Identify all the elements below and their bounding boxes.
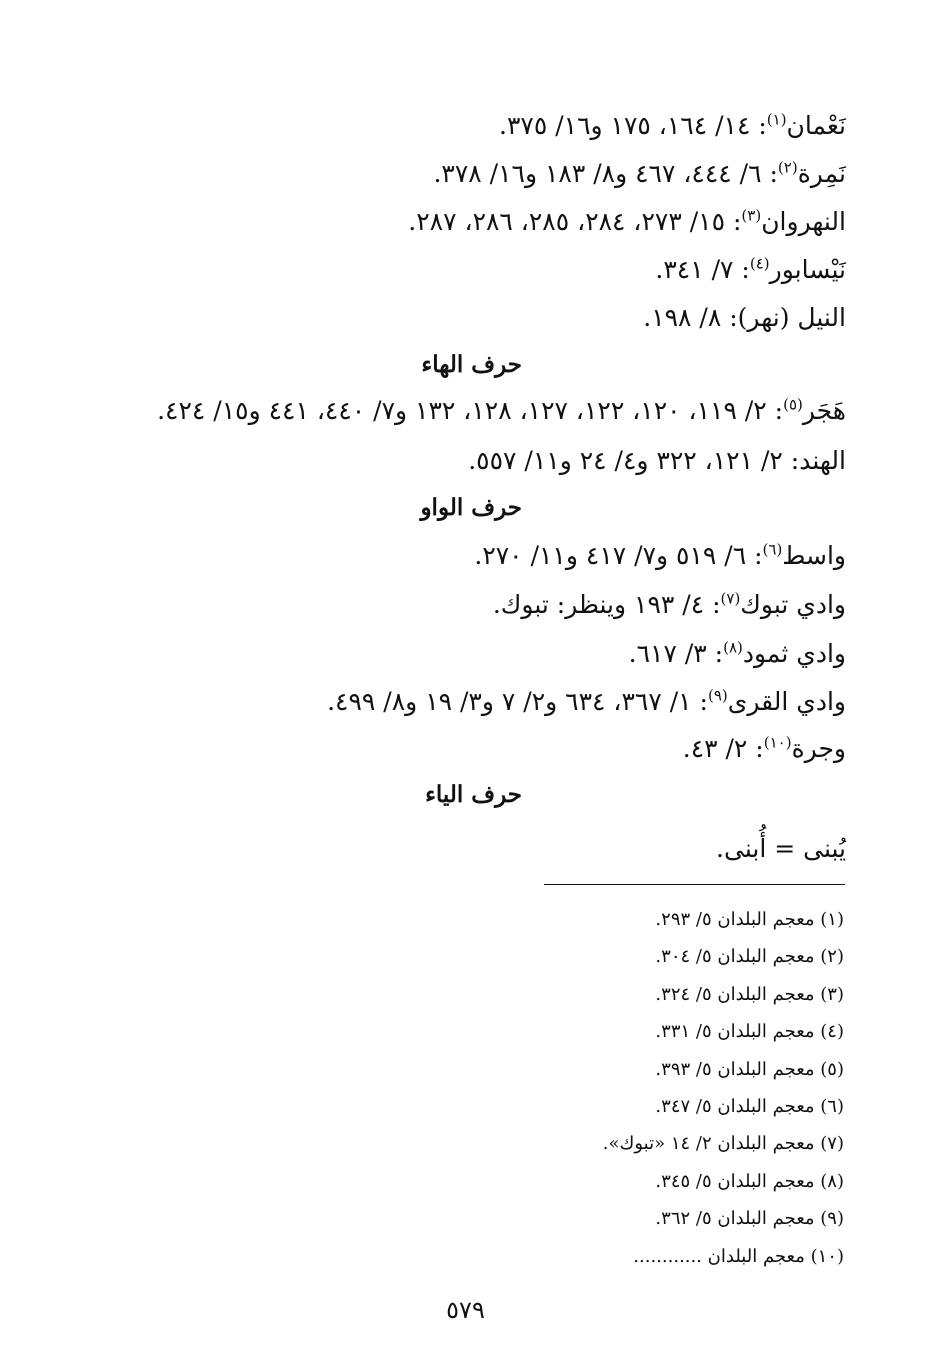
- footnote-marker: (١٠): [763, 733, 792, 752]
- entry-name: وادي القرى: [727, 687, 846, 716]
- footnote: (٦) معجم البلدان ٥/ ٣٤٧.: [655, 1096, 844, 1117]
- footnote: (٩) معجم البلدان ٥/ ٣٦٢.: [655, 1208, 844, 1229]
- entry-refs: : ٢/ ٤٣.: [682, 734, 764, 763]
- entry-refs: : ١٥/ ٢٧٣، ٢٨٤، ٢٨٥، ٢٨٦، ٢٨٧.: [408, 207, 742, 236]
- index-entry: [468, 441, 846, 481]
- entry-name: وادي ثمود: [742, 639, 846, 668]
- footnote-marker: (٩): [707, 686, 728, 705]
- index-entry: [629, 634, 846, 674]
- footnote: (٣) معجم البلدان ٥/ ٣٢٤.: [655, 984, 844, 1005]
- entry-name: الهند: [799, 446, 846, 475]
- entry-refs: : ١٤/ ١٦٤، ١٧٥ و١٦/ ٣٧٥.: [499, 111, 767, 140]
- entry-refs: : ٦/ ٤٤٤، ٤٦٧ و٨/ ١٨٣ و١٦/ ٣٧٨.: [433, 159, 778, 188]
- index-entry: [683, 729, 846, 769]
- entry-refs: : ٤/ ١٩٣ وينظر: تبوك.: [492, 590, 721, 619]
- footnote: (٨) معجم البلدان ٥/ ٣٤٥.: [655, 1171, 844, 1192]
- section-heading: حرف الواو: [420, 494, 522, 521]
- footnote-marker: (٢): [777, 158, 798, 177]
- footnote: (٤) معجم البلدان ٥/ ٣٣١.: [655, 1021, 844, 1042]
- index-entry: [327, 682, 846, 722]
- entry-refs: : ٢/ ١٢١، ٣٢٢ و٤/ ٢٤ و١١/ ٥٥٧.: [468, 446, 800, 475]
- footnote-separator: [544, 884, 845, 885]
- index-entry: [643, 298, 846, 338]
- page-number: ٥٧٩: [446, 1296, 485, 1324]
- entry-name: يُبنى = أُبنى.: [716, 834, 846, 863]
- footnote-marker: (٧): [720, 589, 741, 608]
- index-entry: [716, 829, 846, 869]
- footnote-marker: (١): [766, 110, 787, 129]
- entry-refs: : ٨/ ١٩٨.: [643, 303, 738, 332]
- entry-name: وادي تبوك: [740, 590, 846, 619]
- footnote: (٥) معجم البلدان ٥/ ٣٩٣.: [655, 1059, 844, 1080]
- index-entry: [493, 585, 846, 625]
- entry-name: نَعْمان: [786, 111, 846, 140]
- index-entry: [157, 391, 846, 431]
- index-entry: [433, 154, 846, 194]
- section-heading: حرف الياء: [425, 781, 522, 808]
- footnote-marker: (٣): [741, 206, 762, 225]
- entry-name: هَجَر: [802, 396, 846, 425]
- entry-name: واسط: [782, 541, 846, 570]
- entry-name: النهروان: [761, 207, 846, 236]
- entry-refs: : ٢/ ١١٩، ١٢٠، ١٢٢، ١٢٧، ١٢٨، ١٣٢ و٧/ ٤٤٠، ٤٤١ و١٥/ ٤٢٤.: [157, 396, 784, 425]
- footnote-marker: (٨): [723, 638, 743, 657]
- entry-name: وجرة: [791, 734, 846, 763]
- index-entry: [474, 536, 846, 576]
- index-entry: [408, 202, 846, 242]
- footnote-marker: (٦): [762, 540, 783, 559]
- entry-name: نَيْسابور: [769, 255, 846, 284]
- entry-refs: : ٦/ ٥١٩ و٧/ ٤١٧ و١١/ ٢٧٠.: [474, 541, 763, 570]
- entry-refs: : ٧/ ٣٤١.: [655, 255, 750, 284]
- footnote-marker: (٥): [783, 395, 803, 414]
- entry-name: نَمِرة: [797, 159, 846, 188]
- footnote: (٧) معجم البلدان ٢/ ١٤ «تبوك».: [602, 1133, 844, 1154]
- footnote: (١٠) معجم البلدان ............: [633, 1246, 844, 1267]
- index-entry: [655, 250, 846, 290]
- entry-refs: : ١/ ٣٦٧، ٦٣٤ و٢/ ٧ و٣/ ١٩ و٨/ ٤٩٩.: [327, 687, 708, 716]
- footnote: (٢) معجم البلدان ٥/ ٣٠٤.: [655, 946, 844, 967]
- entry-refs: : ٣/ ٦١٧.: [628, 639, 724, 668]
- footnote: (١) معجم البلدان ٥/ ٢٩٣.: [655, 909, 844, 930]
- index-entry: [499, 106, 846, 146]
- entry-name: النيل (نهر): [737, 303, 846, 332]
- section-heading: حرف الهاء: [421, 351, 522, 378]
- footnote-marker: (٤): [749, 254, 770, 273]
